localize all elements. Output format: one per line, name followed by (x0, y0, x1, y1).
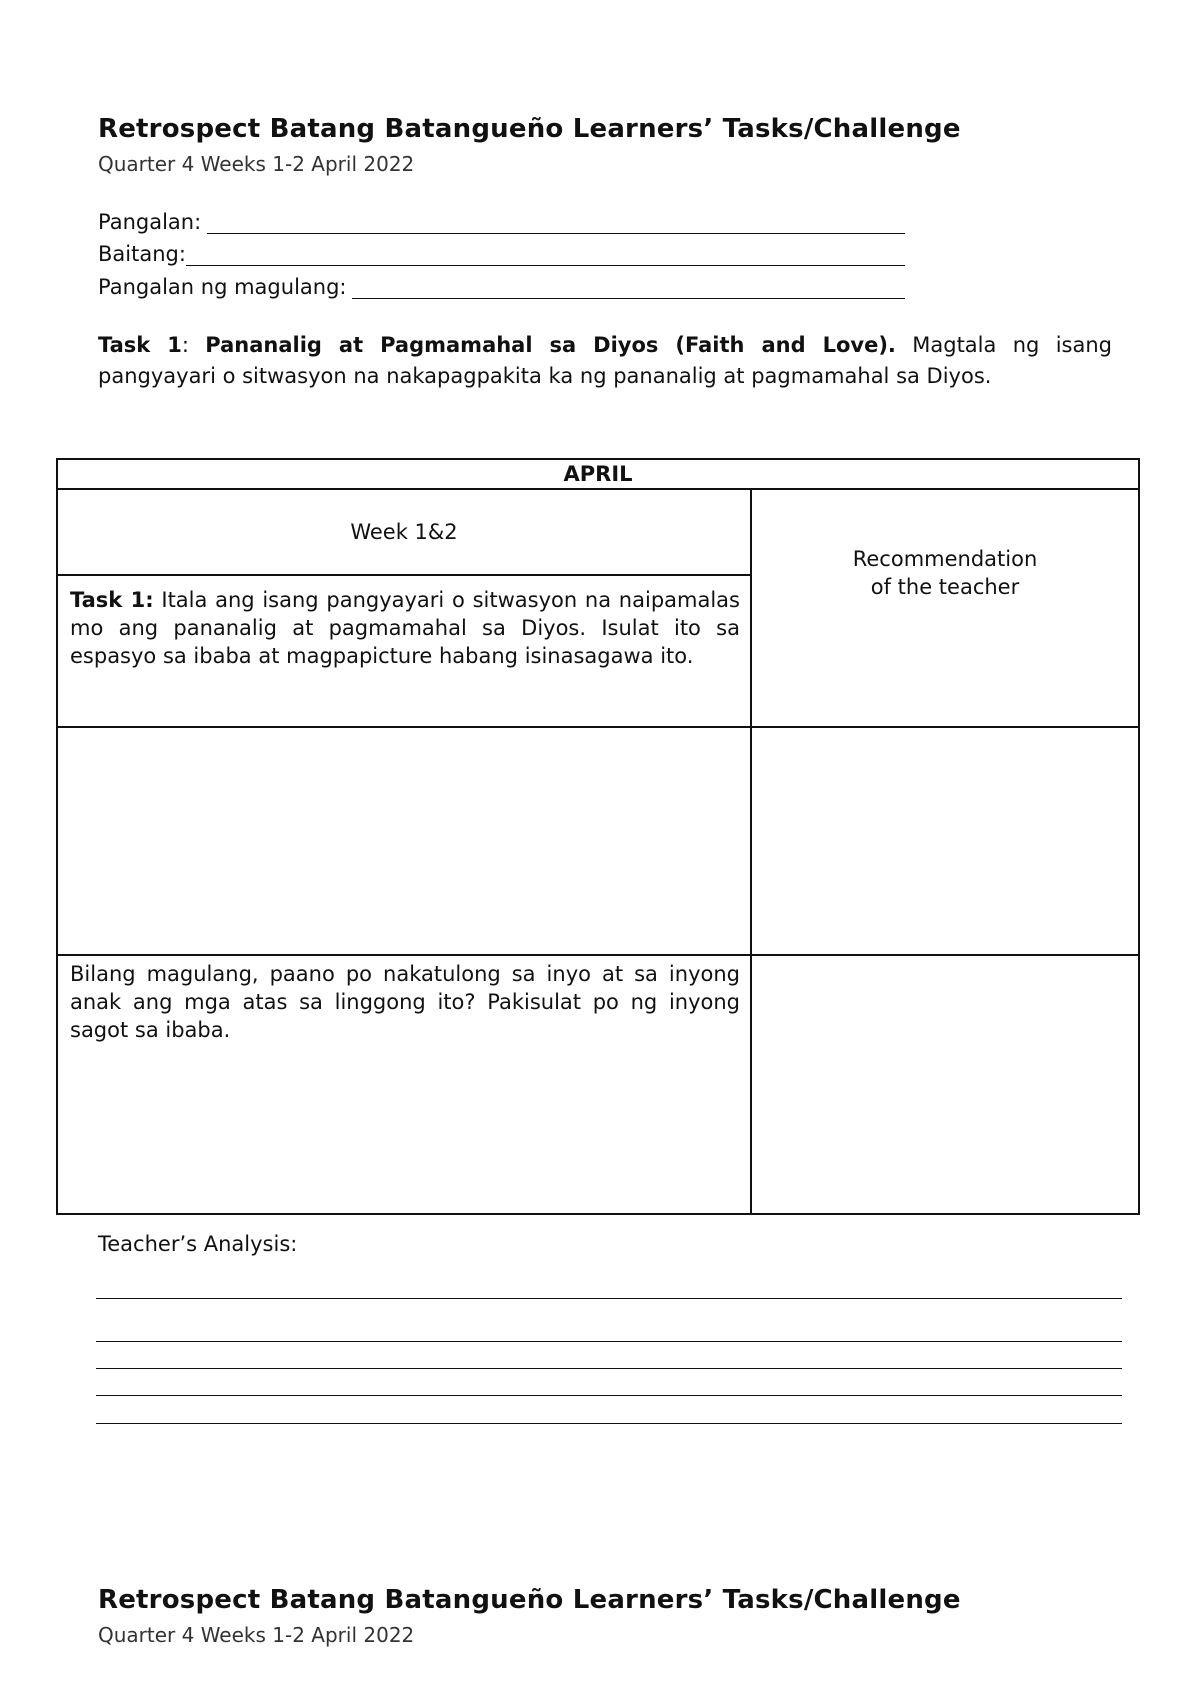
task-intro-separator: : (181, 333, 206, 357)
task-intro-heading: Pananalig at Pagmamahal sa Diyos (Faith and Love). (205, 333, 896, 357)
name-field[interactable] (98, 206, 905, 234)
student-answer-area[interactable] (57, 727, 751, 955)
grade-label: Baitang: (98, 242, 186, 266)
grade-line[interactable] (186, 243, 905, 266)
page-title: Retrospect Batang Batangueño Learners’ Tasks/Challenge (98, 114, 961, 144)
footer-subtitle: Quarter 4 Weeks 1-2 April 2022 (98, 1623, 415, 1647)
task-instructions (57, 575, 751, 727)
parent-question: Bilang magulang, paano po nakatulong sa inyo at sa inyong anak ang mga atas sa linggong ito? Pakisulat po ng inyong sagot sa ibaba. (70, 962, 740, 1042)
parent-name-line[interactable] (352, 276, 905, 299)
recommendation-header (751, 489, 1139, 727)
recommendation-line-2: of the teacher (870, 575, 1020, 599)
name-label: Pangalan: (98, 210, 202, 234)
teacher-recommendation-area[interactable] (751, 727, 1139, 955)
recommendation-line-1: Recommendation (852, 547, 1038, 571)
task-intro-text: Magtala ng isang pangyayari o sitwasyon na nakapagpakita ka ng pananalig at pagmamahal sa Diyos. (98, 333, 1112, 388)
task-intro-label: Task 1 (98, 333, 182, 357)
task-intro (98, 330, 1112, 392)
analysis-line[interactable] (96, 1368, 1122, 1369)
task-label: Task 1: (70, 588, 154, 612)
analysis-label: Teacher’s Analysis: (98, 1232, 298, 1256)
month-header: APRIL (57, 459, 1139, 489)
analysis-line[interactable] (96, 1395, 1122, 1396)
parent-recommendation-area[interactable] (751, 955, 1139, 1214)
page-subtitle: Quarter 4 Weeks 1-2 April 2022 (98, 152, 415, 176)
parent-answer-area[interactable] (57, 955, 751, 1214)
parent-name-field[interactable] (98, 271, 905, 299)
analysis-line[interactable] (96, 1298, 1122, 1299)
worksheet-table (56, 458, 1140, 1215)
name-line[interactable] (207, 211, 905, 234)
analysis-line[interactable] (96, 1341, 1122, 1342)
grade-field[interactable] (98, 238, 905, 266)
parent-name-label: Pangalan ng magulang: (98, 275, 347, 299)
week-header: Week 1&2 (57, 489, 751, 575)
analysis-line[interactable] (96, 1423, 1122, 1424)
task-text: Itala ang isang pangyayari o sitwasyon na naipamalas mo ang pananalig at pagmamahal sa Diyos. Isulat ito sa espasyo sa ibaba at magpapicture habang isinasagawa ito. (70, 588, 740, 668)
footer-title: Retrospect Batang Batangueño Learners’ Tasks/Challenge (98, 1585, 961, 1615)
